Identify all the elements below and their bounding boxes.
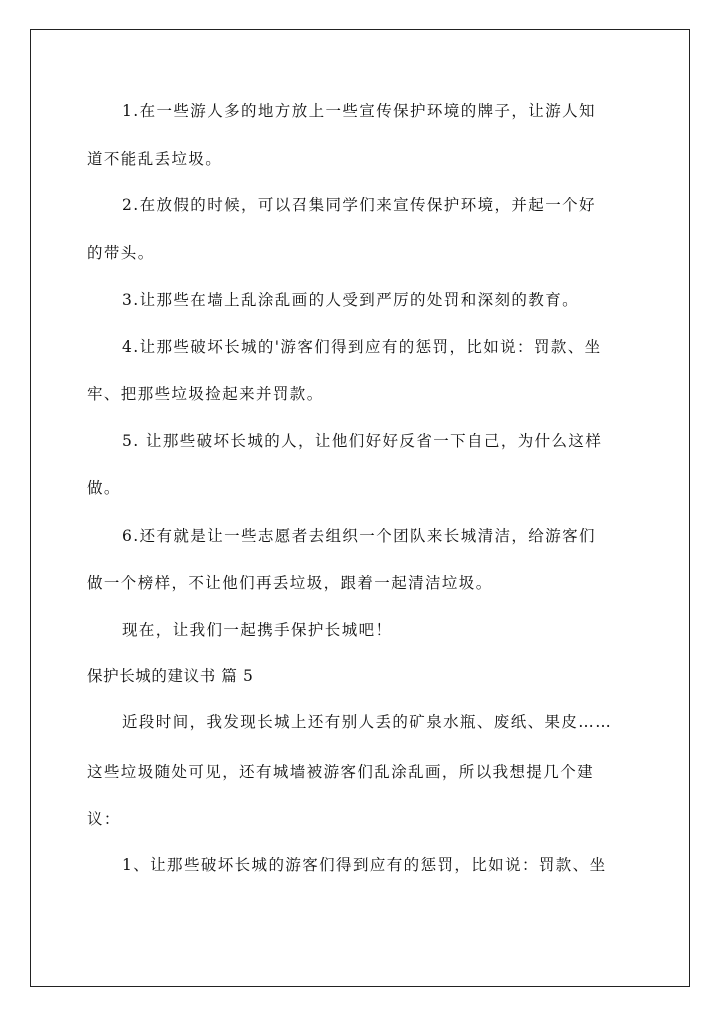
paragraph-8-line-2: 这些垃圾随处可见，还有城墙被游客们乱涂乱画，所以我想提几个建 [87,763,595,781]
paragraph-5-line-1: 5. 让那些破坏长城的人，让他们好好反省一下自己，为什么这样 [122,432,603,450]
paragraph-8-line-1: 近段时间，我发现长城上还有别人丢的矿泉水瓶、废纸、果皮…… [122,713,613,731]
page-border [30,29,690,987]
paragraph-6-line-2: 做一个榜样，不让他们再丢垃圾，跟着一起清洁垃圾。 [87,574,493,592]
paragraph-1-line-1: 1.在一些游人多的地方放上一些宣传保护环境的牌子，让游人知 [122,102,596,120]
paragraph-9-line-1: 1、让那些破坏长城的游客们得到应有的惩罚，比如说：罚款、坐 [122,856,607,874]
paragraph-4-line-1: 4.让那些破坏长城的'游客们得到应有的惩罚，比如说：罚款、坐 [122,338,602,356]
paragraph-5-line-2: 做。 [87,479,121,497]
paragraph-7-line-1: 现在，让我们一起携手保护长城吧！ [122,621,393,639]
paragraph-8-line-3: 议： [87,810,121,828]
section-heading: 保护长城的建议书 篇 5 [87,667,254,685]
paragraph-2-line-1: 2.在放假的时候，可以召集同学们来宣传保护环境，并起一个好 [122,196,596,214]
paragraph-6-line-1: 6.还有就是让一些志愿者去组织一个团队来长城清洁，给游客们 [122,527,596,545]
paragraph-4-line-2: 牢、把那些垃圾捡起来并罚款。 [87,385,324,403]
paragraph-3-line-1: 3.让那些在墙上乱涂乱画的人受到严厉的处罚和深刻的教育。 [122,291,579,309]
paragraph-1-line-2: 道不能乱丢垃圾。 [87,150,223,168]
paragraph-2-line-2: 的带头。 [87,244,155,262]
